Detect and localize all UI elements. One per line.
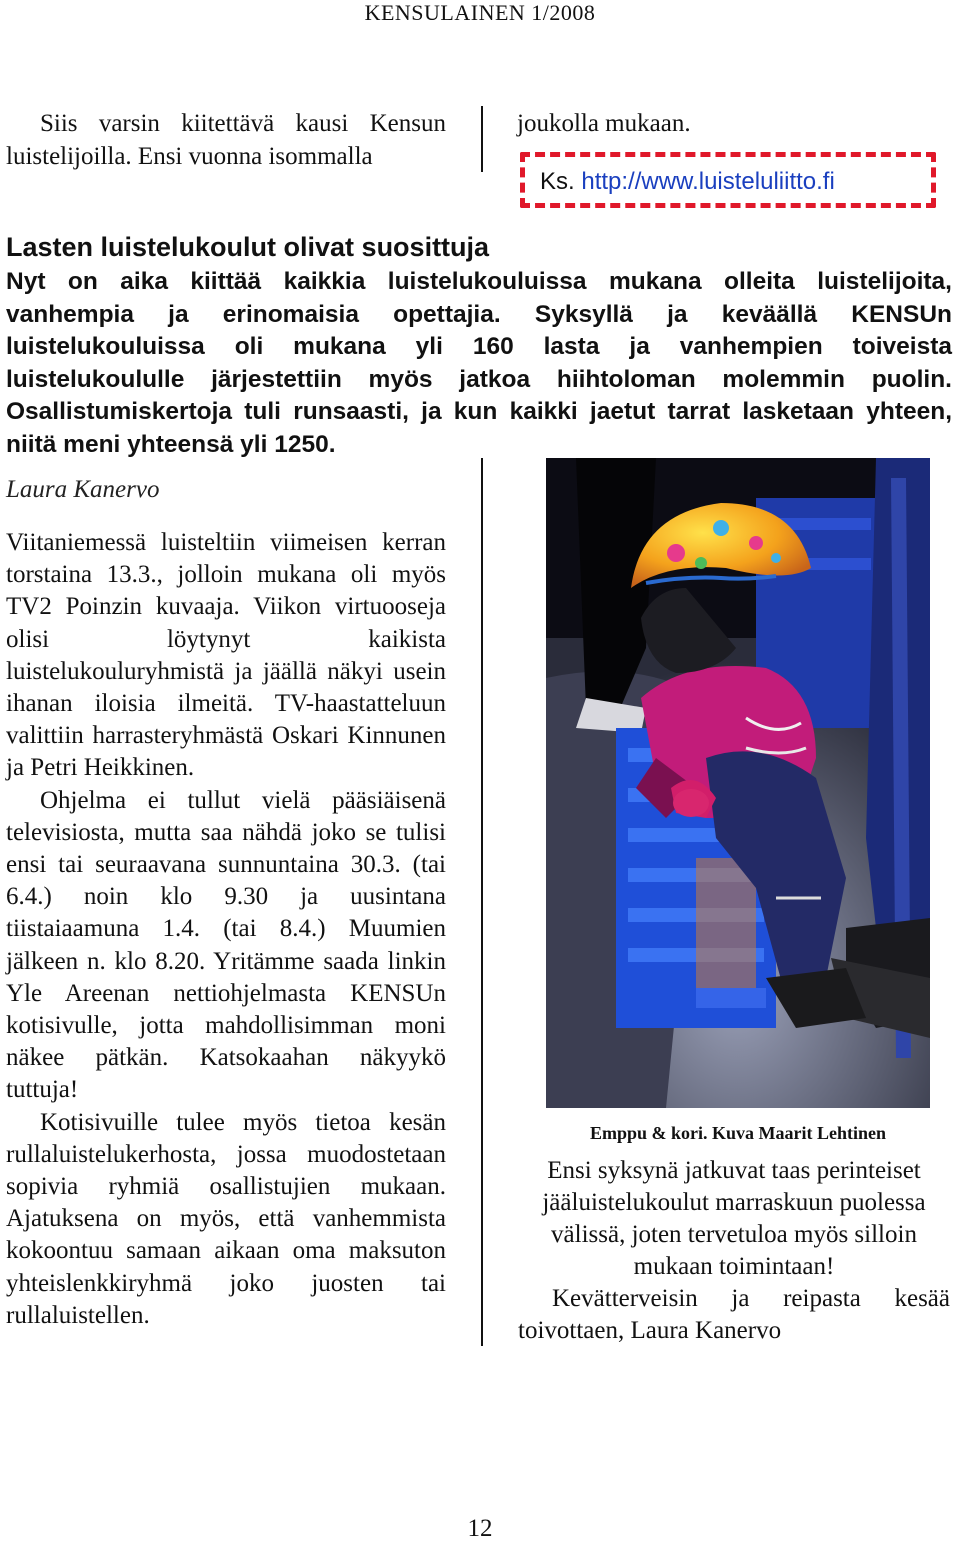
author-byline: Laura Kanervo bbox=[6, 476, 160, 503]
link-prefix: Ks. bbox=[540, 168, 575, 195]
column-divider-main bbox=[481, 458, 483, 1346]
closing-text bbox=[518, 1155, 950, 1347]
body-paragraph-2: Ohjelma ei tullut vielä pääsiäisenä televisiosta, mutta saa nähdä joko se tulisi ensi tai seuraavana sunnuntaina 30.3. (tai 6.4.) noin klo 9.30 ja uusintana tiistaiaamuna 1.4. (tai 8.4.) Muumien jälkeen n. klo 8.20. Yritämme saada linkin Yle Areenan nettiohjelmasta KENSUn kotisivulle, jotta mahdollisimman moni näkee pätkän. Katsokaahan näkyykö tuttuja! bbox=[6, 786, 446, 1104]
photo-illustration bbox=[546, 458, 930, 1108]
closing-paragraph-1: Ensi syksynä jatkuvat taas perinteiset jääluistelukoulut marraskuun puolessa välissä, joten tervetuloa myös silloin mukaan toimintaan! bbox=[542, 1157, 926, 1280]
lead-paragraph: Nyt on aika kiittää kaikkia luistelukouluissa mukana olleita luistelijoita, vanhempia ja erinomaisia opettajia. Syksyllä ja keväällä KENSUn luistelukouluissa oli mukana yli 160 lasta ja vanhempien toiveista luistelukoululle järjestettiin myös jatkoa hiihtoloman molemmin puolin. Osallistumiskertoja tuli runsaasti, ja kun kaikki jaetut tarrat lasketaan yhteen, niitä meni yhteensä yli 1250. bbox=[6, 268, 952, 458]
intro-text-left: Siis varsin kiitettävä kausi Kensun luistelijoilla. Ensi vuonna isommalla bbox=[6, 110, 446, 170]
caption-title: Emppu & kori. bbox=[589, 1123, 708, 1143]
intro-text-right: joukolla mukaan. bbox=[517, 110, 691, 137]
closing-signature: Kevätterveisin ja reipasta kesää toivottaen, Laura Kanervo bbox=[518, 1285, 950, 1344]
body-paragraph-3: Kotisivuille tulee myös tietoa kesän rullaluistelukerhosta, jossa muodostetaan sopivia ryhmiä osallistujien mukaan. Ajatuksena on myös, että vanhemmista kokoontuu samaan aikaan oma maksuton yhteislenkkiryhmä joko juosten tai rullaluistellen. bbox=[6, 1108, 446, 1329]
caption-credit: Kuva Maarit Lehtinen bbox=[712, 1123, 887, 1143]
body-paragraph-1: Viitaniemessä luisteltiin viimeisen kerran torstaina 13.3., jolloin mukana oli myös TV2 Poinzin kuvaaja. Viikon virtuooseja olisi löytynyt kaikista luistelukouluryhmistä ja jäällä näkyi usein ihanan iloisia ilmeitä. TV-haastatteluun valittiin harrasteryhmästä Oskari Kinnunen ja Petri Heikkinen. bbox=[6, 529, 446, 782]
article-body bbox=[6, 527, 446, 1332]
link-line bbox=[540, 167, 835, 197]
page-number: 12 bbox=[467, 1515, 493, 1542]
column-divider bbox=[481, 106, 483, 172]
luisteluliitto-link[interactable]: http://www.luisteluliitto.fi bbox=[581, 168, 835, 195]
section-heading: Lasten luistelukoulut olivat suosittuja bbox=[6, 232, 490, 262]
photo-caption bbox=[546, 1121, 930, 1145]
running-head: KENSULAINEN 1/2008 bbox=[364, 0, 596, 25]
photo-child-on-crate bbox=[546, 458, 930, 1108]
